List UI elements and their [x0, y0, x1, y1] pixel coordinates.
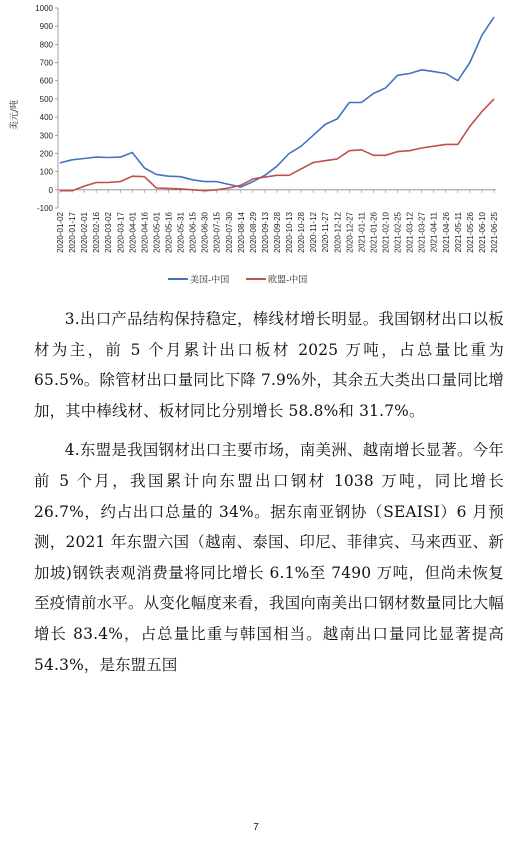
x-tick-label: 2021-04-11 — [429, 212, 439, 253]
x-tick-label: 2020-09-13 — [260, 212, 270, 253]
x-tick-label: 2021-03-12 — [405, 212, 415, 253]
x-tick-label: 2020-11-12 — [309, 212, 319, 253]
x-tick-label: 2020-11-27 — [321, 212, 331, 253]
x-tick-label: 2020-03-17 — [116, 212, 126, 253]
x-tick-label: 2021-01-11 — [357, 212, 367, 253]
x-tick-label: 2020-06-30 — [200, 212, 210, 253]
x-tick-label: 2021-02-10 — [381, 212, 391, 253]
y-axis — [35, 4, 58, 213]
y-tick-label: 600 — [39, 76, 53, 86]
series-line-1 — [60, 17, 494, 187]
body-text — [34, 304, 504, 680]
x-tick-label: 2020-12-27 — [345, 212, 355, 253]
y-tick-label: 700 — [39, 58, 53, 68]
x-tick-label: 2020-08-14 — [236, 212, 246, 253]
x-tick-label: 2020-04-01 — [128, 212, 138, 253]
x-tick-label: 2020-05-01 — [152, 212, 162, 253]
x-tick-label: 2021-06-10 — [477, 212, 487, 253]
x-tick-label: 2020-08-29 — [248, 212, 258, 253]
y-tick-label: 200 — [39, 149, 53, 159]
x-tick-label: 2020-04-16 — [140, 212, 150, 253]
y-tick-label: -100 — [36, 204, 53, 213]
y-tick-label: 0 — [48, 185, 53, 195]
y-tick-label: 500 — [39, 94, 53, 104]
x-tick-label: 2020-10-13 — [285, 212, 295, 253]
x-tick-label: 2020-05-31 — [176, 212, 186, 253]
y-axis-label: 美元/吨 — [10, 99, 20, 131]
x-tick-label: 2021-01-26 — [369, 212, 379, 253]
legend-label: 欧盟-中国 — [268, 275, 308, 286]
legend-label: 美国-中国 — [190, 275, 230, 286]
x-tick-label: 2021-03-27 — [417, 212, 427, 253]
y-tick-label: 100 — [39, 167, 53, 177]
x-tick-label: 2021-05-26 — [465, 212, 475, 253]
paragraph-4: 4.东盟是我国钢材出口主要市场，南美洲、越南增长显著。今年前 5 个月，我国累计向东盟出口钢材 1038 万吨，同比增长 26.7%，约占出口总量的 34%。据东南亚钢协（SEAISI）6 月预测，2021 年东盟六国（越南、泰国、印尼、菲律宾、马来西亚、新加坡)钢铁表观消费量将同比增长 6.1%至 7490 万吨，但尚未恢复至疫情前水平。从变化幅度来看，我国向南美出口钢材数量同比大幅增长 83.4%，占总量比重与韩国相当。越南出口量同比显著提高 54.3%，是东盟五国 — [34, 441, 504, 674]
x-tick-label: 2021-05-11 — [453, 212, 463, 253]
x-tick-label: 2020-06-15 — [188, 212, 198, 253]
x-tick-label: 2020-01-02 — [56, 212, 65, 253]
x-tick-label: 2020-02-16 — [92, 212, 102, 253]
x-tick-label: 2020-01-17 — [68, 212, 78, 253]
x-tick-label: 2020-05-16 — [164, 212, 174, 253]
x-tick-label: 2020-07-15 — [212, 212, 222, 253]
x-tick-label: 2021-04-26 — [441, 212, 451, 253]
x-tick-label: 2020-02-01 — [80, 212, 90, 253]
y-tick-label: 400 — [39, 113, 53, 123]
x-tick-label: 2020-10-28 — [297, 212, 307, 253]
x-tick-label: 2020-07-30 — [224, 212, 234, 253]
y-tick-label: 300 — [39, 131, 53, 141]
price-spread-chart — [0, 0, 512, 300]
y-tick-label: 900 — [39, 22, 53, 32]
series-line-2 — [60, 99, 494, 191]
x-tick-label: 2020-03-02 — [104, 212, 114, 253]
x-tick-label: 2020-09-28 — [273, 212, 282, 253]
page-number: 7 — [253, 822, 259, 833]
series-lines — [60, 17, 494, 191]
y-tick-label: 800 — [39, 40, 53, 50]
x-tick-label: 2021-06-25 — [490, 212, 499, 253]
paragraph-3: 3.出口产品结构保持稳定，棒线材增长明显。我国钢材出口以板材为主，前 5 个月累计出口板材 2025 万吨，占总量比重为 65.5%。除管材出口量同比下降 7.9%外，其余五大类出口量同比增加，其中棒线材、板材同比分别增长 58.8%和 31.7%。 — [34, 310, 504, 420]
y-tick-label: 1000 — [35, 4, 53, 13]
x-axis — [56, 190, 499, 253]
chart-legend — [168, 274, 307, 286]
x-tick-label: 2020-12-12 — [333, 212, 343, 253]
x-tick-label: 2021-02-25 — [393, 212, 403, 253]
